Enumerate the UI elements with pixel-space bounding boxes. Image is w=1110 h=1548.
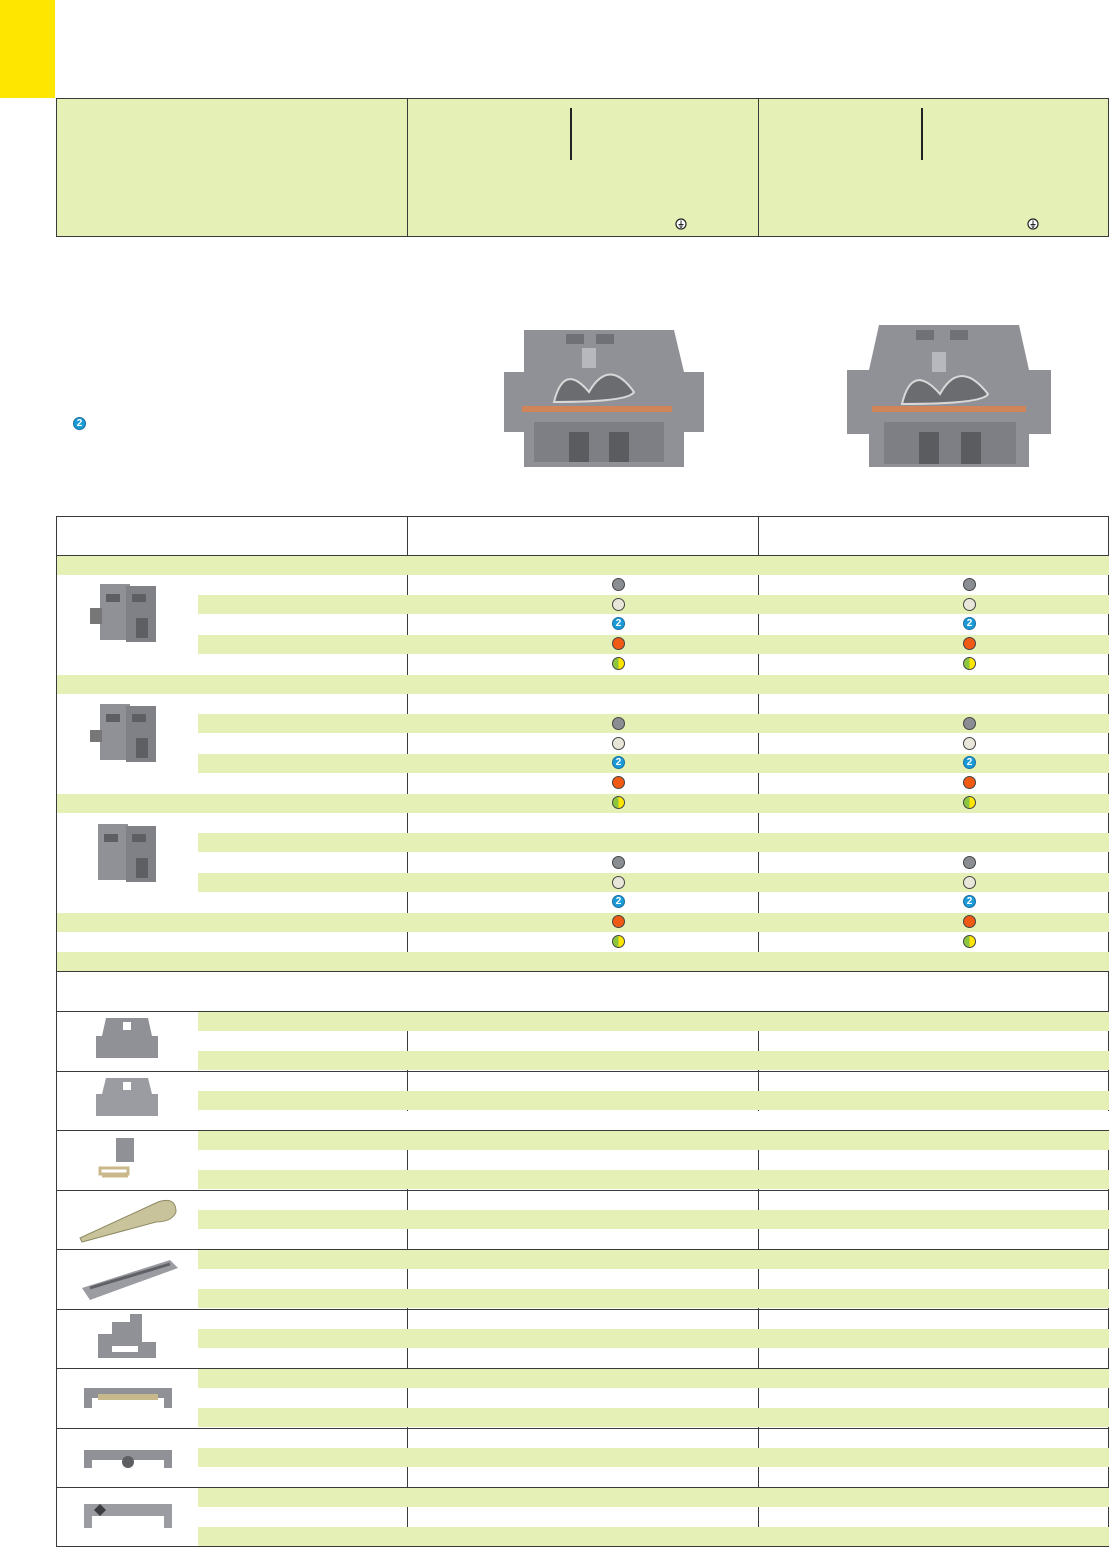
gray-dot [963, 717, 976, 730]
accessory-photo [92, 1016, 162, 1066]
green-yellow-dot [612, 935, 625, 948]
terminal-block-photo [494, 322, 704, 467]
row-stripe [198, 1448, 1109, 1467]
blue-numbered-dot: 2 [612, 895, 625, 908]
accessory-photo [92, 1134, 162, 1186]
blue-2-icon: 2 [73, 417, 86, 430]
orange-dot [963, 915, 976, 928]
table-divider-1 [407, 516, 408, 971]
section-divider [56, 971, 1109, 972]
light-gray-dot [963, 598, 976, 611]
orange-dot [612, 915, 625, 928]
spec-header-box [56, 98, 1109, 237]
section-tab [0, 0, 55, 98]
green-yellow-dot [963, 796, 976, 809]
header-divider-1 [407, 98, 408, 237]
terminal-block-photo [86, 700, 168, 768]
row-stripe [198, 1012, 1109, 1031]
row-stripe [198, 1170, 1109, 1189]
group-divider [56, 1071, 1109, 1072]
orange-dot [612, 776, 625, 789]
row-stripe [198, 833, 1109, 852]
ground-symbol-icon [675, 218, 687, 230]
row-stripe [198, 1051, 1109, 1070]
row-stripe [198, 1369, 1109, 1388]
light-gray-dot [963, 876, 976, 889]
light-gray-dot [612, 598, 625, 611]
header-mark-2 [921, 108, 923, 160]
row-stripe [57, 794, 1109, 813]
row-stripe [198, 1408, 1109, 1427]
ordering-table [56, 516, 1109, 1547]
accessory-photo [80, 1376, 176, 1420]
gray-dot [612, 856, 625, 869]
row-stripe [198, 1250, 1109, 1269]
gray-dot [612, 578, 625, 591]
row-stripe [198, 1210, 1109, 1229]
row-stripe [198, 1091, 1109, 1110]
blue-numbered-dot: 2 [963, 895, 976, 908]
row-stripe [57, 675, 1109, 694]
blue-numbered-dot: 2 [612, 756, 625, 769]
blue-numbered-dot: 2 [612, 617, 625, 630]
accessory-photo [80, 1494, 176, 1538]
group-divider [56, 1428, 1109, 1429]
row-stripe [198, 1131, 1109, 1150]
orange-dot [963, 637, 976, 650]
green-yellow-dot [612, 796, 625, 809]
terminal-block-photo [86, 580, 168, 648]
green-yellow-dot [612, 657, 625, 670]
gray-dot [963, 578, 976, 591]
blue-numbered-dot: 2 [963, 617, 976, 630]
accessory-photo [80, 1436, 176, 1480]
gray-dot [612, 717, 625, 730]
row-stripe [57, 913, 1109, 932]
orange-dot [963, 776, 976, 789]
light-gray-dot [612, 737, 625, 750]
accessory-photo [80, 1254, 180, 1304]
table-divider-2 [758, 516, 759, 971]
row-stripe [57, 952, 1109, 971]
accessory-photo [78, 1196, 178, 1246]
group-divider [56, 1190, 1109, 1191]
row-stripe [198, 1289, 1109, 1308]
header-divider-2 [758, 98, 759, 237]
orange-dot [612, 637, 625, 650]
green-yellow-dot [963, 935, 976, 948]
ground-symbol-icon [1027, 218, 1039, 230]
blue-numbered-dot: 2 [963, 756, 976, 769]
row-stripe [57, 556, 1109, 575]
row-stripe [198, 1329, 1109, 1348]
terminal-block-photo [86, 820, 168, 888]
group-divider [56, 1309, 1109, 1310]
light-gray-dot [612, 876, 625, 889]
green-yellow-dot [963, 657, 976, 670]
accessory-photo [92, 1076, 162, 1122]
header-mark-1 [570, 108, 572, 160]
terminal-block-photo [844, 322, 1054, 467]
row-stripe [198, 1488, 1109, 1507]
row-stripe [198, 1527, 1109, 1546]
gray-dot [963, 856, 976, 869]
light-gray-dot [963, 737, 976, 750]
row-stripe [198, 1111, 1109, 1130]
accessory-photo [90, 1312, 166, 1364]
